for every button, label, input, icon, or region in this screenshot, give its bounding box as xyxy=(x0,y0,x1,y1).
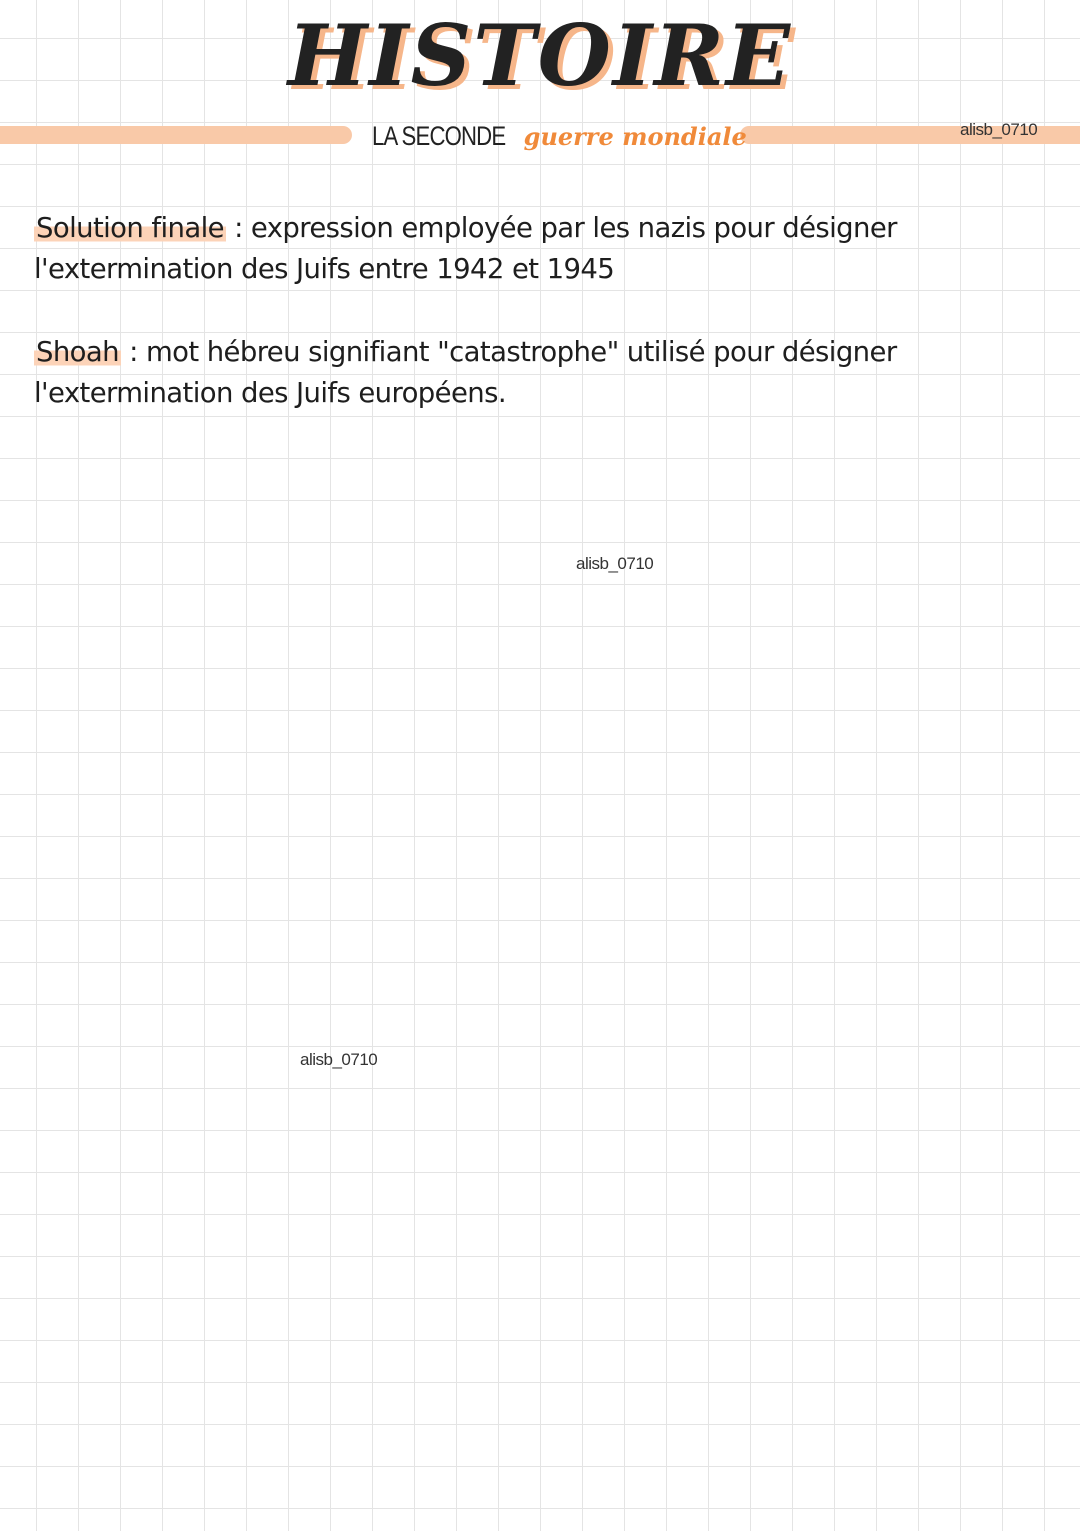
definition-text: mot hébreu signifiant "catastrophe" utilisé pour désigner l'extermination des Juifs européens. xyxy=(34,336,897,409)
definition-shoah xyxy=(34,332,1044,414)
definition-text: expression employée par les nazis pour désigner l'extermination des Juifs entre 1942 et 1945 xyxy=(34,212,897,285)
watermark-top: alisb_0710 xyxy=(960,120,1038,139)
definition-solution-finale xyxy=(34,208,1044,290)
page-subtitle xyxy=(372,118,747,158)
page-title: HISTOIRE xyxy=(287,6,793,105)
definition-separator: : xyxy=(225,212,251,244)
watermark-bottom: alisb_0710 xyxy=(300,1050,378,1069)
definition-term: Solution finale xyxy=(36,212,224,244)
watermark-middle: alisb_0710 xyxy=(576,554,654,573)
definition-separator: : xyxy=(121,336,146,368)
definition-term: Shoah xyxy=(36,336,119,368)
header-divider-left xyxy=(0,126,352,144)
subtitle-accent: guerre mondiale xyxy=(523,122,747,151)
subtitle-plain: LA SECONDE xyxy=(372,121,506,151)
